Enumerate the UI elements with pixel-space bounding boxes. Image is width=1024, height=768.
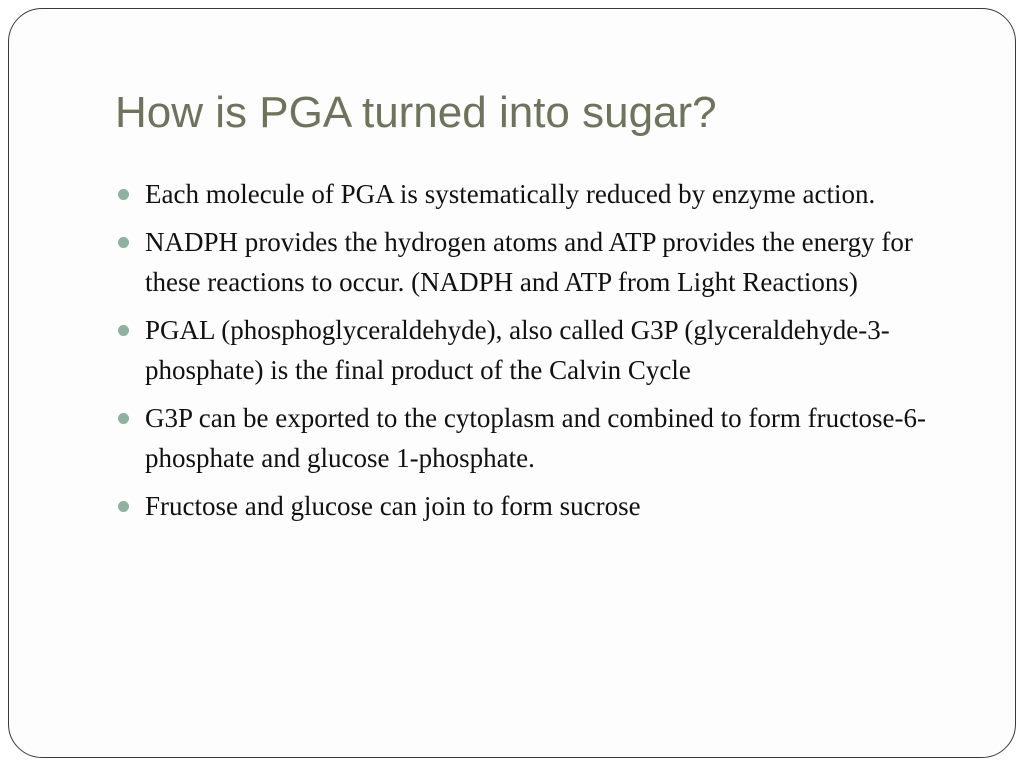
bullet-dot-icon: [118, 413, 129, 424]
bullet-item: [115, 222, 955, 302]
bullet-item: [115, 486, 955, 526]
bullet-list: [115, 174, 955, 534]
bullet-text: PGAL (phosphoglyceraldehyde), also called G3P (glyceraldehyde-3-phosphate) is the final product of the Calvin Cycle: [145, 315, 890, 385]
bullet-text: NADPH provides the hydrogen atoms and ATP provides the energy for these reactions to occur. (NADPH and ATP from Light Reactions): [145, 227, 913, 297]
bullet-item: [115, 310, 955, 390]
bullet-text: Fructose and glucose can join to form sucrose: [145, 491, 641, 521]
bullet-dot-icon: [118, 501, 129, 512]
bullet-dot-icon: [118, 189, 129, 200]
bullet-item: [115, 174, 955, 214]
bullet-dot-icon: [118, 325, 129, 336]
bullet-text: G3P can be exported to the cytoplasm and combined to form fructose-6-phosphate and glucose 1-phosphate.: [145, 403, 927, 473]
bullet-dot-icon: [118, 237, 129, 248]
bullet-item: [115, 398, 955, 478]
bullet-text: Each molecule of PGA is systematically reduced by enzyme action.: [145, 179, 876, 209]
slide-title: How is PGA turned into sugar?: [115, 88, 717, 137]
slide-frame: [8, 8, 1016, 758]
